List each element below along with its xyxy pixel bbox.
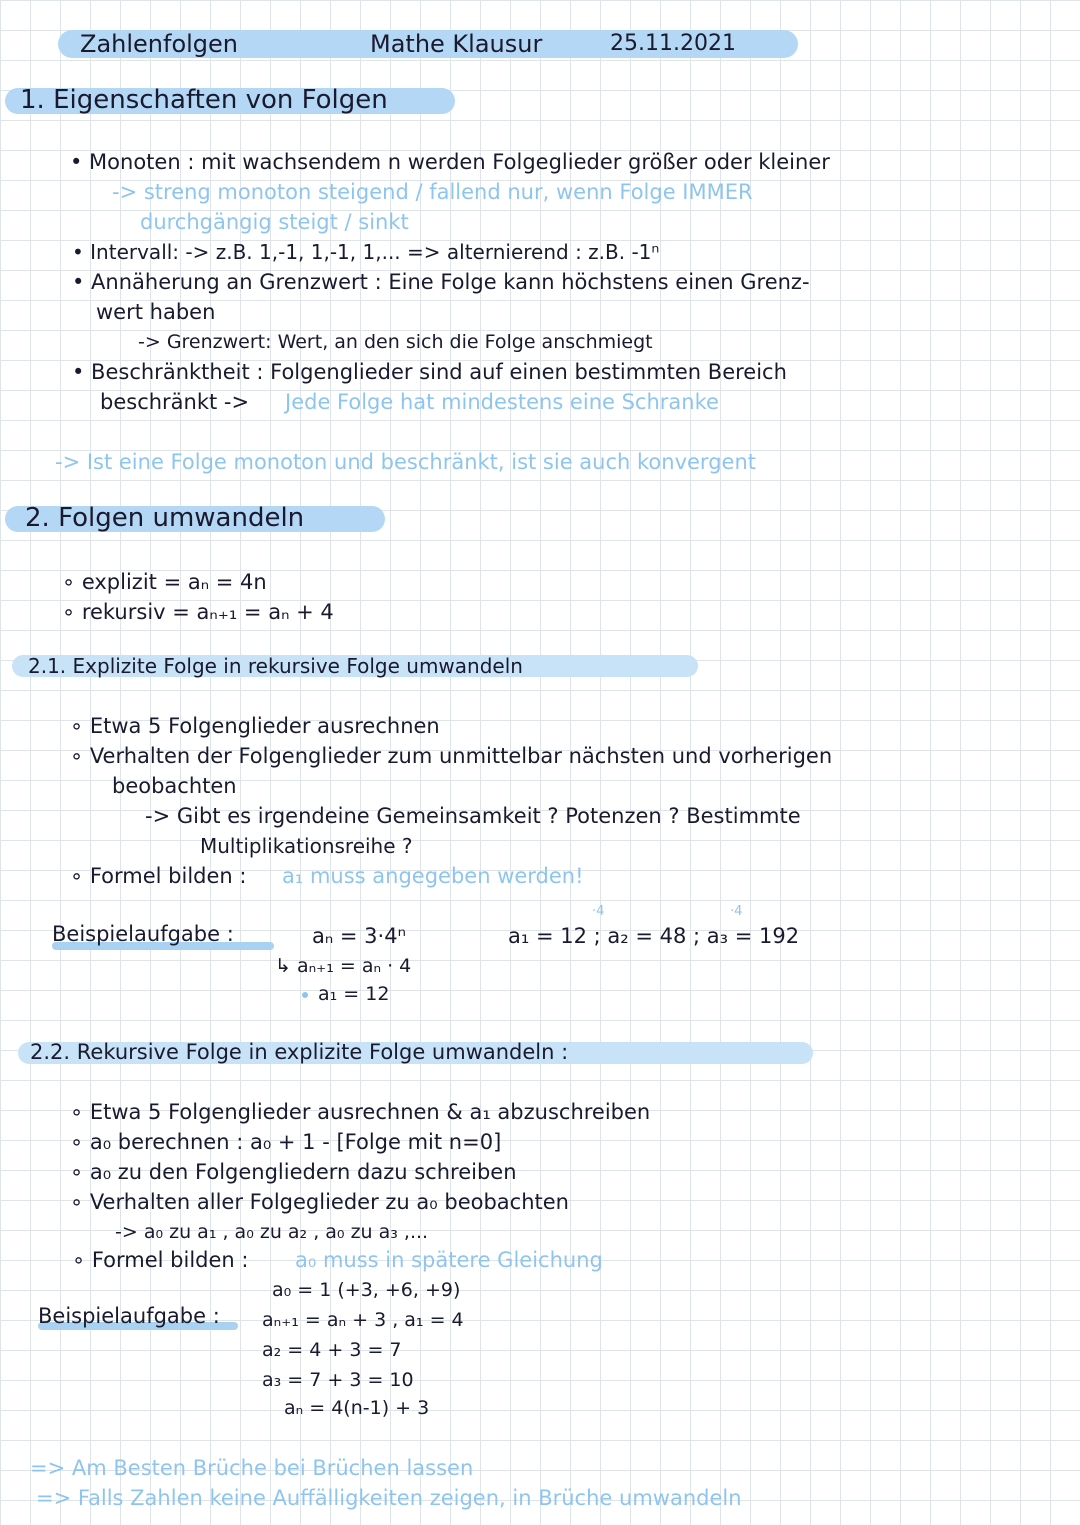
s22-example-a3: a₃ = 7 + 3 = 10 xyxy=(262,1369,414,1391)
s21-example-formula: aₙ = 3·4ⁿ xyxy=(312,924,406,948)
section21-title: 2.1. Explizite Folge in rekursive Folge umwandeln xyxy=(28,654,523,678)
annaeherung-line-2: wert haben xyxy=(96,300,216,324)
explizit-line: ∘ explizit = aₙ = 4n xyxy=(62,570,267,594)
monotonie-note-1: -> streng monoton steigend / fallend nur, wenn Folge IMMER xyxy=(112,180,753,204)
intervall-line: • Intervall: -> z.B. 1,-1, 1,-1, 1,... => alternierend : z.B. -1ⁿ xyxy=(72,240,660,264)
s22-step4: ∘ Verhalten aller Folgeglieder zu a₀ beobachten xyxy=(70,1190,569,1214)
s21-example-values: a₁ = 12 ; a₂ = 48 ; a₃ = 192 xyxy=(508,924,800,948)
s21-step3: ∘ Formel bilden : xyxy=(70,864,247,888)
section2-title: 2. Folgen umwandeln xyxy=(25,503,305,533)
s21-question-2: Multiplikationsreihe ? xyxy=(200,834,413,858)
s21-example-dot xyxy=(302,992,308,998)
s22-step5: ∘ Formel bilden : xyxy=(72,1248,249,1272)
s22-step4-note: -> a₀ zu a₁ , a₀ zu a₂ , a₀ zu a₃ ,... xyxy=(115,1221,429,1243)
s22-step1: ∘ Etwa 5 Folgenglieder ausrechnen & a₁ abzuschreiben xyxy=(70,1100,651,1124)
konvergent-line: -> Ist eine Folge monoton und beschränkt, ist sie auch konvergent xyxy=(55,450,756,474)
section1-title: 1. Eigenschaften von Folgen xyxy=(20,85,388,115)
header-date: 25.11.2021 xyxy=(610,31,736,56)
s22-example-label: Beispielaufgabe : xyxy=(38,1304,220,1328)
monotonie-note-2: durchgängig steigt / sinkt xyxy=(140,210,409,234)
footer-tip-1: => Am Besten Brüche bei Brüchen lassen xyxy=(30,1456,474,1480)
s21-step2-line2: beobachten xyxy=(112,774,237,798)
s22-example-an: aₙ = 4(n-1) + 3 xyxy=(284,1397,430,1419)
s22-example-a2: a₂ = 4 + 3 = 7 xyxy=(262,1339,402,1361)
s22-step3: ∘ a₀ zu den Folgengliedern dazu schreiben xyxy=(70,1160,517,1184)
grenzwert-line: -> Grenzwert: Wert, an den sich die Folge anschmiegt xyxy=(138,331,653,353)
beschraenkt-line-2a: beschränkt -> xyxy=(100,390,250,414)
section22-title: 2.2. Rekursive Folge in explizite Folge umwandeln : xyxy=(30,1040,569,1064)
header-subject: Mathe Klausur xyxy=(370,30,543,58)
s21-step2-line1: ∘ Verhalten der Folgenglieder zum unmittelbar nächsten und vorherigen xyxy=(70,744,833,768)
beschraenkt-line-1: • Beschränktheit : Folgenglieder sind auf einen bestimmten Bereich xyxy=(72,360,787,384)
header-topic: Zahlenfolgen xyxy=(80,30,239,58)
s21-step1: ∘ Etwa 5 Folgenglieder ausrechnen xyxy=(70,714,440,738)
footer-tip-2: => Falls Zahlen keine Auffälligkeiten zeigen, in Brüche umwandeln xyxy=(36,1486,742,1510)
annaeherung-line-1: • Annäherung an Grenzwert : Eine Folge kann höchstens einen Grenz- xyxy=(72,270,810,294)
s21-example-mult-1: ·4 xyxy=(592,904,605,919)
s21-example-start: a₁ = 12 xyxy=(318,983,390,1005)
s21-example-label: Beispielaufgabe : xyxy=(52,922,234,946)
s21-example-recursive: ↳ aₙ₊₁ = aₙ · 4 xyxy=(275,955,412,977)
s22-example-a0: a₀ = 1 (+3, +6, +9) xyxy=(272,1279,461,1301)
rekursiv-line: ∘ rekursiv = aₙ₊₁ = aₙ + 4 xyxy=(62,600,334,624)
s21-step3-note: a₁ muss angegeben werden! xyxy=(282,864,584,888)
s22-step2: ∘ a₀ berechnen : a₀ + 1 - [Folge mit n=0] xyxy=(70,1130,502,1154)
monotonie-line: • Monoten : mit wachsendem n werden Folgeglieder größer oder kleiner xyxy=(70,150,830,174)
s21-example-mult-2: ·4 xyxy=(730,904,743,919)
s22-example-recursive: aₙ₊₁ = aₙ + 3 , a₁ = 4 xyxy=(262,1309,464,1331)
s21-question-1: -> Gibt es irgendeine Gemeinsamkeit ? Potenzen ? Bestimmte xyxy=(145,804,801,828)
s22-step5-note: a₀ muss in spätere Gleichung xyxy=(295,1248,603,1272)
beschraenkt-line-2b: Jede Folge hat mindestens eine Schranke xyxy=(285,390,719,414)
